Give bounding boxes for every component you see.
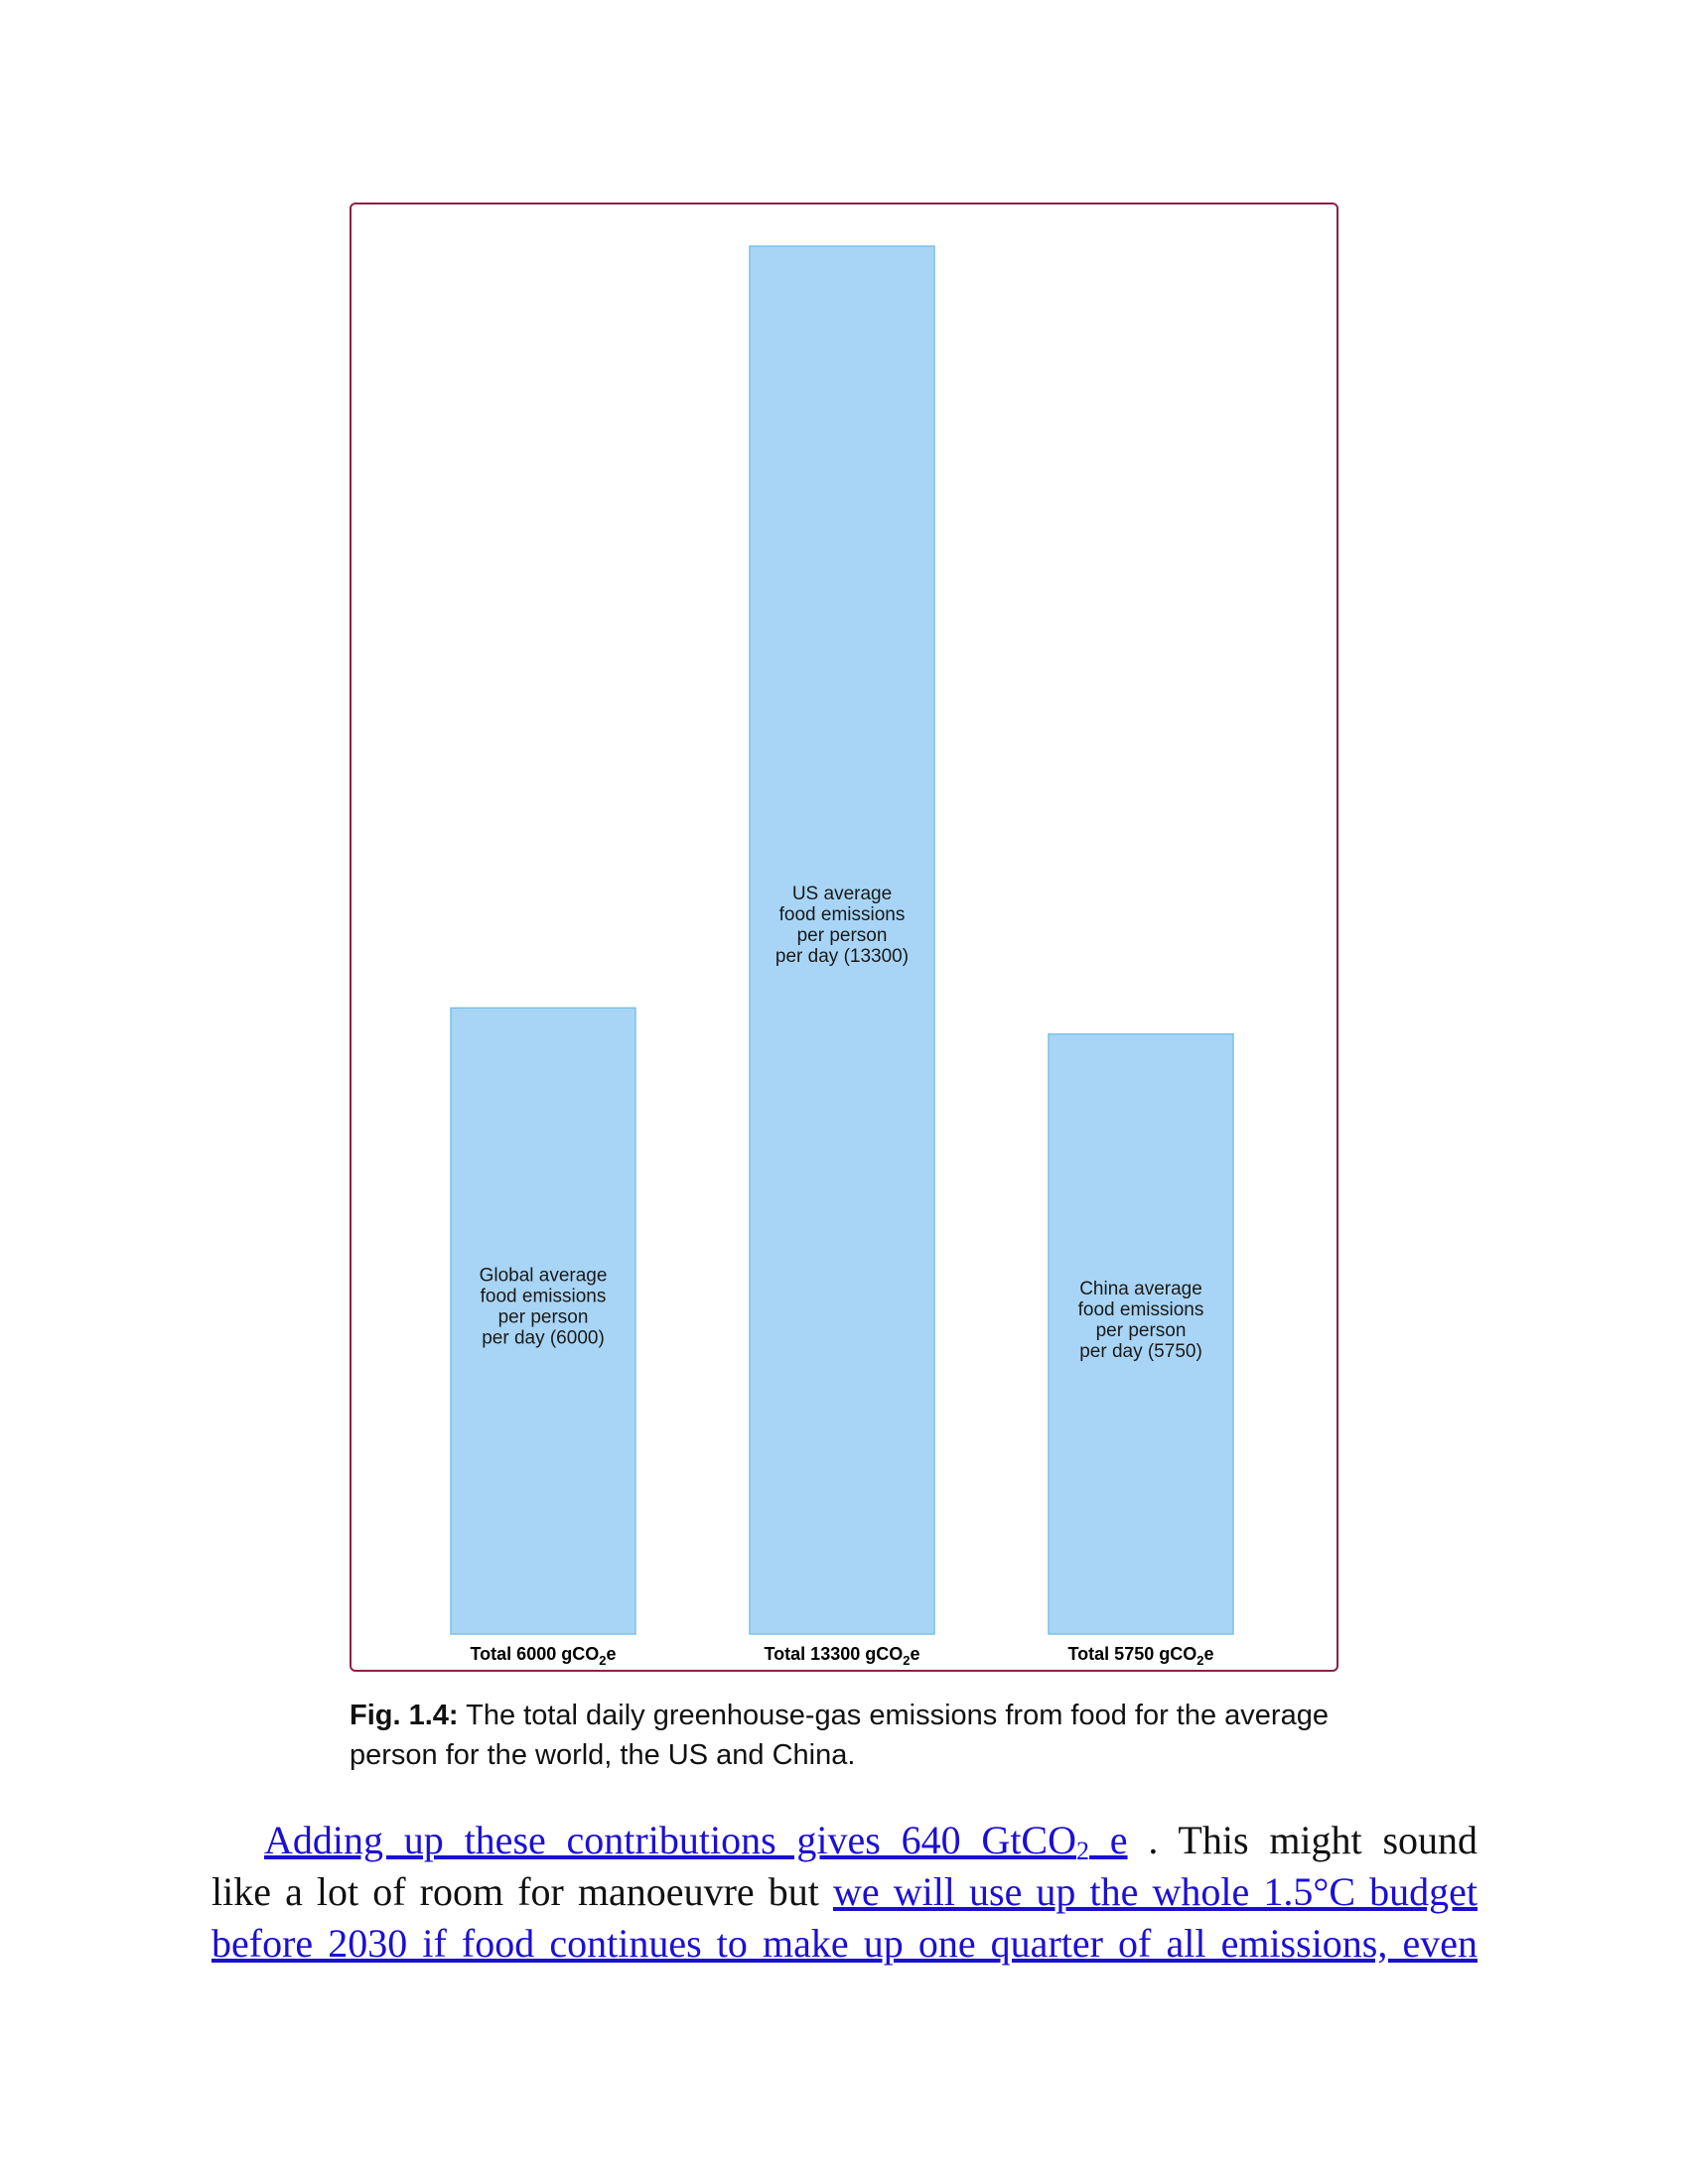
chart-frame: [350, 203, 1338, 1672]
bar-chart: [352, 205, 1340, 1674]
body-paragraph: [211, 1815, 1477, 1970]
body-text-2: like a lot of room for manoeuvre but: [211, 1869, 833, 1914]
total-label-global: Total 6000 gCO$_2$e: [470, 1644, 617, 1668]
bar-label-us: US average food emissions per person per day (13300): [774, 884, 910, 967]
total-label-china: Total 5750 gCO$_2$e: [1067, 1644, 1214, 1668]
link-budget-continued[interactable]: before 2030 if food continues to make up one quarter of all emissions, even: [211, 1921, 1477, 1966]
link-contributions[interactable]: [264, 1818, 1128, 1865]
body-text-1: . This might sound: [1127, 1818, 1478, 1862]
figure-caption: [350, 1696, 1342, 1775]
body-line-2: [211, 1866, 1477, 1918]
body-line-1: [211, 1815, 1477, 1866]
bar-label-china: China average food emissions per person per day (5750): [1077, 1278, 1204, 1362]
link-budget[interactable]: we will use up the whole 1.5°C budget: [832, 1869, 1477, 1914]
bar-label-global: Global average food emissions per person per day (6000): [479, 1265, 608, 1349]
total-label-us: Total 13300 gCO$_2$e: [764, 1644, 920, 1668]
link-contributions-suffix: e: [1089, 1818, 1128, 1862]
caption-text: The total daily greenhouse-gas emissions from food for the average person for the world, the US and China.: [350, 1700, 1329, 1771]
body-line-3: [211, 1918, 1477, 1970]
link-contributions-text: Adding up these contributions gives 640 GtCO: [264, 1818, 1077, 1862]
link-contributions-sub: 2: [1076, 1837, 1090, 1865]
figure-label: Fig. 1.4:: [350, 1700, 459, 1731]
